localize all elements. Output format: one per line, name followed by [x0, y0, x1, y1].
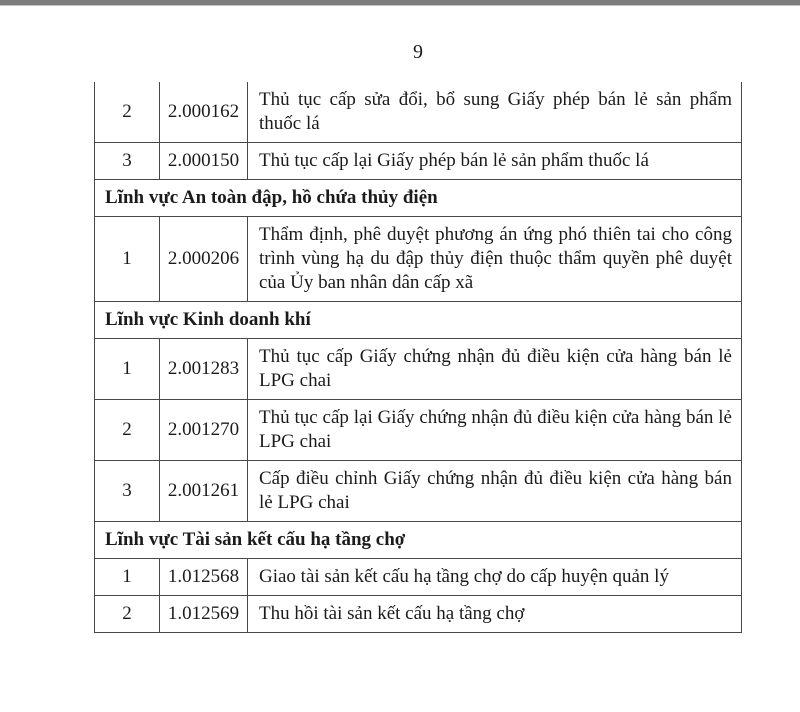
- cell-row-number: 1: [95, 559, 160, 595]
- cell-procedure-name: [248, 596, 741, 632]
- cell-procedure-name: [248, 143, 741, 179]
- table-row: [95, 142, 741, 179]
- section-title: Lĩnh vực Tài sản kết cấu hạ tầng chợ: [105, 529, 406, 550]
- cell-procedure-code: 1.012569: [160, 596, 248, 632]
- cell-procedure-code: 2.000162: [160, 82, 248, 142]
- procedure-name-text: Thu hồi tài sản kết cấu hạ tầng chợ: [259, 603, 525, 624]
- procedure-name-text: Thủ tục cấp lại Giấy chứng nhận đủ điều kiện cửa hàng bán lẻ LPG chai: [259, 407, 732, 452]
- section-title: Lĩnh vực Kinh doanh khí: [105, 309, 311, 330]
- cell-procedure-code: 2.001261: [160, 461, 248, 521]
- viewer-top-bar: [0, 0, 800, 6]
- procedure-name-text: Giao tài sản kết cấu hạ tầng chợ do cấp huyện quản lý: [259, 566, 669, 587]
- procedure-name-text: Thủ tục cấp Giấy chứng nhận đủ điều kiện cửa hàng bán lẻ LPG chai: [259, 346, 732, 391]
- cell-procedure-code: 2.000206: [160, 217, 248, 301]
- table-row: [95, 399, 741, 460]
- table-row: [95, 595, 741, 632]
- table-section-header-row: [95, 179, 741, 216]
- procedure-name-text: Thẩm định, phê duyệt phương án ứng phó thiên tai cho công trình vùng hạ du đập thủy điện thuộc thẩm quyền phê duyệt của Ủy ban nhân dân cấp xã: [259, 224, 732, 293]
- table-row: [95, 216, 741, 301]
- table-row: [95, 82, 741, 142]
- cell-procedure-name: [248, 461, 741, 521]
- cell-procedure-code: 1.012568: [160, 559, 248, 595]
- table-row: [95, 338, 741, 399]
- cell-procedure-name: [248, 559, 741, 595]
- table-section-header-row: [95, 301, 741, 338]
- procedure-name-text: Thủ tục cấp sửa đổi, bổ sung Giấy phép bán lẻ sản phẩm thuốc lá: [259, 89, 732, 134]
- table-section-header-row: [95, 521, 741, 558]
- table-row: [95, 558, 741, 595]
- cell-procedure-code: 2.001270: [160, 400, 248, 460]
- cell-procedure-name: [248, 82, 741, 142]
- cell-procedure-code: 2.001283: [160, 339, 248, 399]
- cell-row-number: 1: [95, 217, 160, 301]
- cell-row-number: 2: [95, 596, 160, 632]
- section-title: Lĩnh vực An toàn đập, hồ chứa thủy điện: [105, 187, 438, 208]
- procedure-name-text: Cấp điều chỉnh Giấy chứng nhận đủ điều kiện cửa hàng bán lẻ LPG chai: [259, 468, 732, 513]
- table-row: [95, 460, 741, 521]
- page-number: 9: [413, 41, 423, 63]
- cell-row-number: 2: [95, 400, 160, 460]
- cell-procedure-name: [248, 217, 741, 301]
- cell-procedure-name: [248, 339, 741, 399]
- cell-row-number: 2: [95, 82, 160, 142]
- procedures-table: [94, 82, 742, 633]
- cell-procedure-name: [248, 400, 741, 460]
- procedure-name-text: Thủ tục cấp lại Giấy phép bán lẻ sản phẩm thuốc lá: [259, 150, 649, 171]
- cell-row-number: 1: [95, 339, 160, 399]
- cell-procedure-code: 2.000150: [160, 143, 248, 179]
- cell-row-number: 3: [95, 461, 160, 521]
- cell-row-number: 3: [95, 143, 160, 179]
